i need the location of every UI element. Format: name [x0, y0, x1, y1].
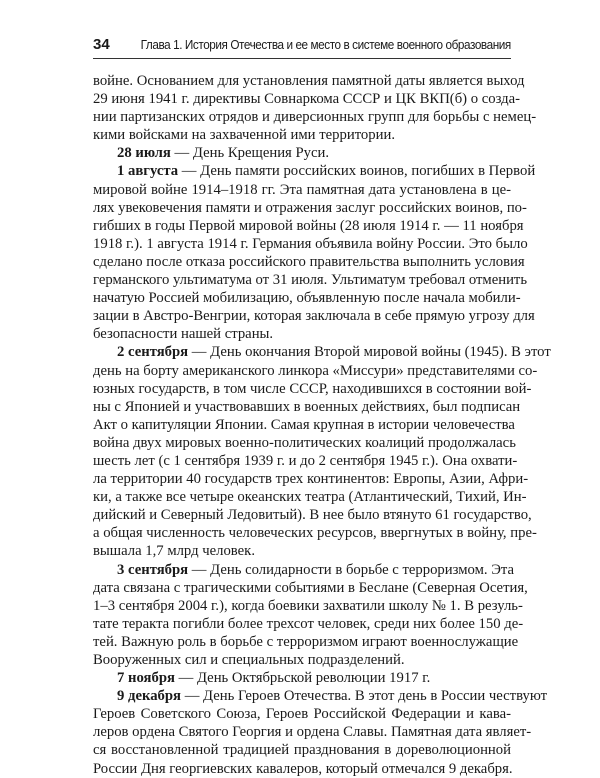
text-line: [93, 398, 521, 416]
line-text: тате теракта погибли более трехсот человек, среди них более 150 де-: [93, 615, 524, 632]
page-body: [93, 72, 551, 778]
line-text: Акт о капитуляции Японии. Самая крупная в истории человечества: [93, 416, 515, 433]
line-text: ся восстановленной традицией празднования в дореволюционной: [93, 742, 511, 759]
text-line: [93, 126, 511, 144]
text-line: [93, 271, 528, 289]
running-title: Глава 1. История Отечества и ее место в системе военного образования: [140, 38, 511, 52]
memorial-date: 7 ноября: [117, 670, 175, 687]
text-line: [93, 162, 536, 180]
line-text: а общая численность человеческих ресурсов, ввергнутых в войну, пре-: [93, 525, 537, 542]
paragraph: [93, 687, 548, 777]
line-text: — День окончания Второй мировой войны (1945). В этот: [188, 344, 551, 361]
line-text: мировой войне 1914–1918 гг. Эта памятная дата установлена в це-: [93, 181, 511, 198]
line-text: юзных государств, в том числе СССР, находившихся в состоянии вой-: [93, 380, 532, 397]
text-line: [93, 597, 523, 615]
line-text: леров ордена Святого Георгия и ордена Славы. Памятная дата являет-: [93, 724, 532, 741]
line-text: 1–3 сентября 2004 г.), когда боевики захватили школу № 1. В резуль-: [93, 597, 523, 614]
header-rule: [93, 58, 511, 59]
text-line: [93, 452, 518, 470]
text-line: [93, 325, 511, 343]
text-line: [93, 615, 524, 633]
line-text: кими войсками на захваченной ими территории.: [93, 127, 396, 144]
line-text: ла территории 40 государств трех континентов: Европы, Азии, Афри-: [93, 471, 529, 488]
line-text: вышала 1,7 млрд человек.: [93, 543, 255, 560]
paragraph: [93, 669, 511, 687]
line-text: Героев Советского Союза, Героев Российской Федерации и кава-: [93, 706, 511, 723]
line-text: начатую Россией мобилизацию, объявленную после начала мобили-: [93, 290, 521, 307]
text-line: [93, 217, 524, 235]
text-line: [93, 90, 521, 108]
memorial-date: 2 сентября: [117, 344, 189, 361]
memorial-date: 9 декабря: [117, 688, 182, 705]
text-line: [93, 72, 525, 90]
text-line: [93, 524, 537, 542]
text-line: [93, 181, 511, 199]
line-text: безопасности нашей страны.: [93, 326, 274, 343]
line-text: — День памяти российских воинов, погибших в Первой: [178, 163, 536, 180]
line-text: нии партизанских отрядов и диверсионных групп для борьбы с немец-: [93, 109, 537, 126]
text-line: [93, 669, 511, 687]
line-text: зации в Австро-Венгрии, которая заключала в себе прямую угрозу для: [93, 308, 535, 325]
text-line: [93, 380, 532, 398]
line-text: дата связана с трагическими событиями в Беслане (Северная Осетия,: [93, 579, 528, 596]
text-line: [93, 434, 516, 452]
text-line: [93, 687, 548, 705]
paragraph: [93, 561, 528, 670]
line-text: — День Героев Отечества. В этот день в России чествуют: [181, 688, 548, 705]
line-text: дийский и Северный Ледовитый). В нее было втянуто 61 государство,: [93, 507, 532, 524]
line-text: день на борту американского линкора «Миссури» представителями со-: [93, 362, 538, 379]
memorial-date: 1 августа: [117, 163, 179, 180]
page-number: 34: [93, 36, 110, 53]
line-text: 29 июня 1941 г. директивы Совнаркома СССР и ЦК ВКП(б) о созда-: [93, 91, 521, 108]
text-line: [93, 633, 519, 651]
paragraph: [93, 144, 511, 162]
text-line: [93, 199, 527, 217]
text-line: [93, 705, 511, 723]
text-line: [93, 253, 525, 271]
text-line: [93, 542, 511, 560]
memorial-date: 3 сентября: [117, 561, 189, 578]
line-text: — День солидарности в борьбе с терроризмом. Эта: [188, 561, 515, 578]
paragraph: [93, 72, 537, 144]
text-line: [93, 579, 528, 597]
text-line: [93, 651, 511, 669]
line-text: сделано после отказа российского правительства выполнить условия: [93, 253, 525, 270]
text-line: [93, 362, 538, 380]
memorial-date: 28 июля: [117, 145, 171, 162]
line-text: гибших в годы Первой мировой войны (28 июля 1914 г. — 11 ноября: [93, 217, 524, 234]
line-text: война двух мировых военно-политических коалиций продолжалась: [93, 434, 516, 451]
text-line: [93, 307, 535, 325]
line-text: шесть лет (с 1 сентября 1939 г. и до 2 сентября 1945 г.). Она охвати-: [93, 452, 518, 469]
running-header: [93, 36, 511, 53]
text-line: [93, 343, 551, 361]
paragraph: [93, 162, 536, 343]
line-text: России Дня георгиевских кавалеров, который отмечался 9 декабря.: [93, 760, 513, 777]
text-line: [93, 289, 521, 307]
text-line: [93, 760, 511, 778]
text-line: [93, 416, 515, 434]
line-text: германского ультиматума от 31 июля. Ультиматум требовал отменить: [93, 272, 528, 289]
line-text: войне. Основанием для установления памятной даты является выход: [93, 73, 525, 89]
line-text: — День Крещения Руси.: [170, 145, 330, 162]
line-text: тей. Важную роль в борьбе с терроризмом играют военнослужащие: [93, 633, 519, 650]
paragraph: [93, 343, 551, 560]
text-line: [93, 108, 537, 126]
text-line: [93, 506, 532, 524]
line-text: ны с Японией и участвовавших в военных действиях, был подписан: [93, 398, 521, 415]
line-text: — День Октябрьской революции 1917 г.: [174, 670, 431, 687]
text-line: [93, 561, 515, 579]
text-line: [93, 235, 528, 253]
line-text: Вооруженных сил и специальных подразделений.: [93, 652, 405, 668]
text-line: [93, 723, 532, 741]
text-line: [93, 741, 511, 759]
line-text: лях увековечения памяти и отражения заслуг российских воинов, по-: [93, 199, 527, 216]
line-text: 1918 г.). 1 августа 1914 г. Германия объявила войну России. Это было: [93, 235, 528, 252]
text-line: [93, 144, 511, 162]
text-line: [93, 488, 527, 506]
text-line: [93, 470, 529, 488]
line-text: ки, а также все четыре океанских театра (Атлантический, Тихий, Ин-: [93, 489, 527, 506]
